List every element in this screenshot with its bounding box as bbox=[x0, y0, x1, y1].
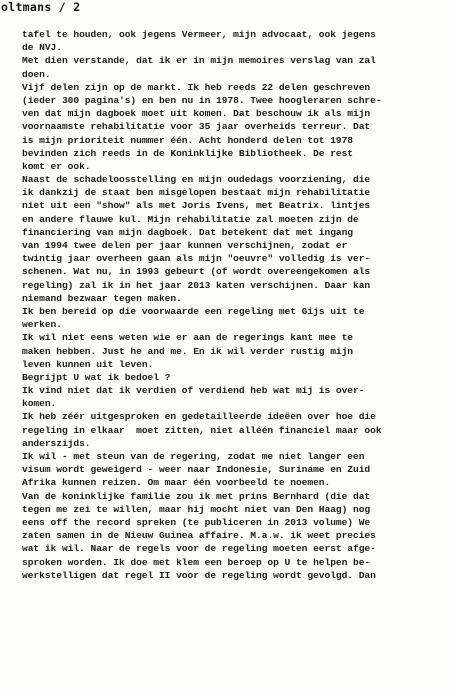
text-line: werkstelligen dat regel II voor de regeling wordt gevolgd. Dan bbox=[22, 569, 376, 581]
text-line: zaten samen in de Nieuw Guinea affaire. M.a.w. ik weet precies bbox=[22, 530, 376, 542]
text-line: eens off the record spreken (te publiceren in 2013 volume) We bbox=[22, 516, 371, 528]
text-line: (ieder 300 pagina's) en ben nu in 1978. Twee hoogleraren schre- bbox=[22, 94, 382, 106]
text-line: komen. bbox=[22, 398, 57, 410]
text-line: is mijn prioriteit nummer één. Acht honderd delen tot 1978 bbox=[22, 134, 354, 146]
text-line: Met dien verstande, dat ik er in mijn memoires verslag van zal bbox=[22, 55, 376, 67]
text-line: Ik heb zéér uitgesproken en gedetailleerde ideëen over hoe die bbox=[22, 411, 376, 423]
text-line: ven dat mijn dagboek moet uit komen. Dat beschouw ik als mijn bbox=[22, 108, 371, 120]
text-line: tegen me zei te willen, maar hij mocht niet van Den Haag) nog bbox=[22, 503, 371, 515]
text-line: anderszijds. bbox=[22, 437, 91, 449]
text-line: leven kunnen uit leven. bbox=[22, 358, 154, 370]
text-line: ik dankzij de staat ben misgelopen bestaat mijn rehabilitatie bbox=[22, 187, 371, 199]
text-line: wat ik wil. Naar de regels voor de regeling moeten eerst afge- bbox=[22, 543, 376, 555]
text-line: bevinden zich reeds in de Koninklijke Bibliotheek. De rest bbox=[22, 147, 354, 159]
text-line: visum wordt geweigerd - weer naar Indonesie, Suriname en Zuid bbox=[22, 464, 371, 476]
text-line: financiering van mijn dagboek. Dat betekent dat met ingang bbox=[22, 226, 354, 238]
text-line: sproken worden. Ik doe met klem een beroep op U te helpen be- bbox=[22, 556, 371, 568]
text-line: Ik wil niet eens weten wie er aan de regerings kant mee te bbox=[22, 332, 354, 344]
text-line: Begrijpt U wat ik bedoel ? bbox=[22, 371, 171, 383]
text-line: maken hebben. Just he and me. En ik wil verder rustig mijn bbox=[22, 345, 354, 357]
text-line: tafel te houden, ook jegens Vermeer, mijn advocaat, ook jegens bbox=[22, 29, 376, 40]
text-line: komt er ook. bbox=[22, 160, 91, 172]
text-line: Vijf delen zijn op de markt. Ik heb reeds 22 delen geschreven bbox=[22, 81, 371, 93]
text-line: regeling) zal ik in het jaar 2013 katen verschijnen. Daar kan bbox=[22, 279, 371, 291]
text-line: Naast de schadeloosstelling en mijn oudedags voorziening, die bbox=[22, 174, 371, 186]
text-line: twintig jaar overheen gaan als mijn "oeuvre" volledig is ver- bbox=[22, 253, 371, 265]
text-line: niemand bezwaar tegen maken. bbox=[22, 292, 182, 304]
text-line: en andere flauwe kul. Mijn rehabilitatie zal moeten zijn de bbox=[22, 213, 359, 225]
text-line: niet uit een "show" als met Joris Ivens, met Beatrix. lintjes bbox=[22, 200, 371, 212]
letter-body bbox=[22, 28, 446, 582]
text-line: regeling in elkaar moet zitten, niet alléén financiel maar ook bbox=[22, 424, 382, 436]
text-line: Ik ben bereid op die voorwaarde een regeling met Gijs uit te bbox=[22, 305, 365, 317]
text-line: Ik vind niet dat ik verdien of verdiend heb wat mij is over- bbox=[22, 385, 365, 397]
text-line: voornaamste rehabilitatie voor 35 jaar overheids terreur. Dat bbox=[22, 121, 371, 133]
page-header: oltmans / 2 bbox=[1, 0, 81, 14]
text-line: doen. bbox=[22, 68, 51, 80]
text-line: van 1994 twee delen per jaar kunnen verschijnen, zodat er bbox=[22, 240, 348, 251]
text-line: Ik wil - met steun van de regering, zodat me niet langer een bbox=[22, 451, 365, 462]
text-line: Afrika kunnen reizen. Om maar één voorbeeld te noemen. bbox=[22, 477, 331, 489]
text-line: Van de koninklijke familie zou ik met prins Bernhard (die dat bbox=[22, 490, 371, 502]
text-line: schenen. Wat nu, in 1993 gebeurt (of wordt overeengekomen als bbox=[22, 266, 371, 278]
text-line: de NVJ. bbox=[22, 42, 62, 54]
text-line: werken. bbox=[22, 319, 62, 331]
